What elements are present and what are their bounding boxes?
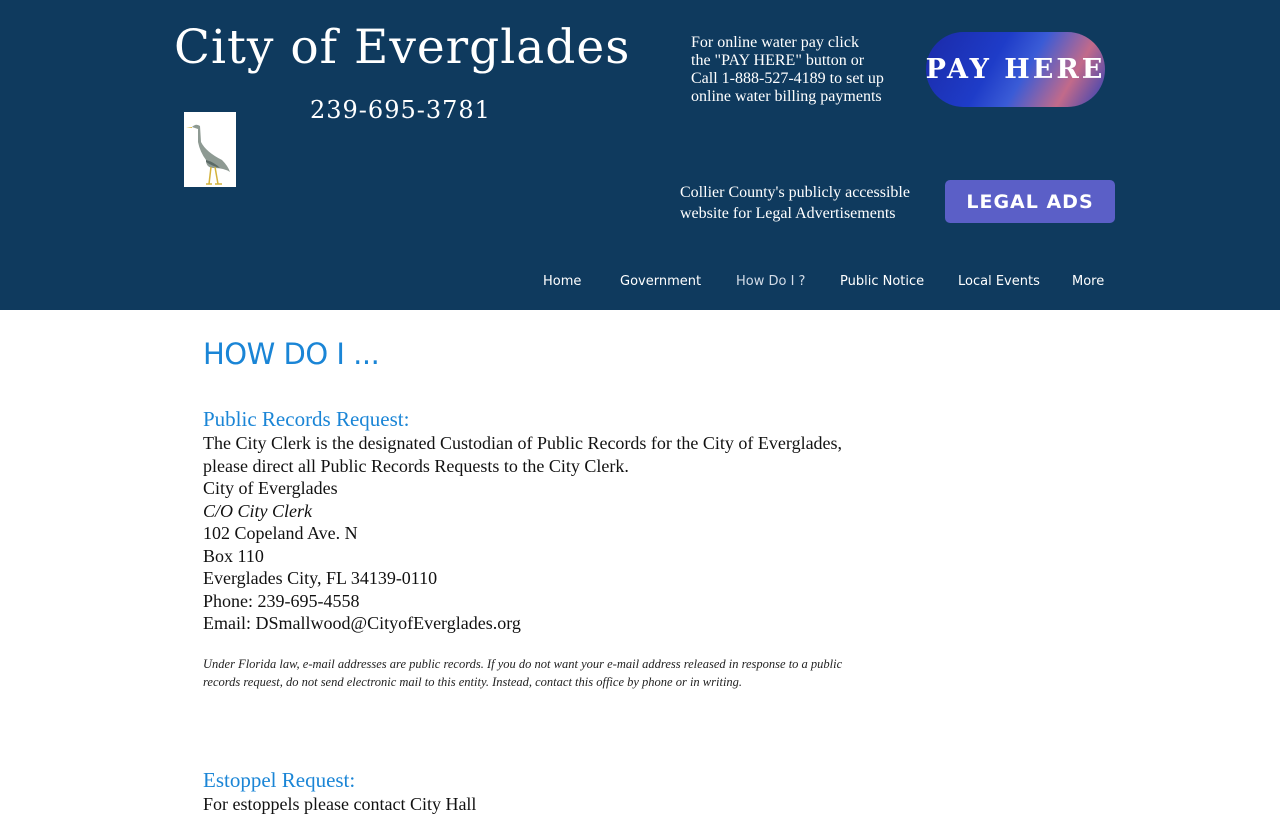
section-heading-estoppel: Estoppel Request: [203, 767, 943, 793]
water-pay-note-line: the "PAY HERE" button or [691, 52, 921, 70]
site-title[interactable]: City of Everglades [174, 18, 630, 78]
nav-item-government[interactable]: Government [620, 268, 701, 296]
water-pay-note-line: online water billing payments [691, 88, 921, 106]
water-pay-note [691, 34, 921, 106]
body-text-line: please direct all Public Records Requests to the City Clerk. [203, 455, 943, 478]
nav-item-public-notice[interactable]: Public Notice [840, 268, 924, 296]
body-text-line: The City Clerk is the designated Custodian of Public Records for the City of Everglades, [203, 432, 943, 455]
address-line: 102 Copeland Ave. N [203, 522, 943, 545]
city-phone: 239-695-3781 [310, 93, 491, 127]
nav-item-how-do-i[interactable]: How Do I ? [736, 268, 805, 296]
heron-logo-icon[interactable] [184, 112, 236, 187]
body-text-line: For estoppels please contact City Hall [203, 793, 943, 815]
address-line: Everglades City, FL 34139-0110 [203, 567, 943, 590]
water-pay-note-line: Call 1-888-527-4189 to set up [691, 70, 921, 88]
nav-item-local-events[interactable]: Local Events [958, 268, 1040, 296]
nav-item-home[interactable]: Home [543, 268, 581, 296]
pay-here-button[interactable]: PAY HERE [926, 32, 1105, 107]
section-heading-public-records: Public Records Request: [203, 406, 943, 432]
address-line: City of Everglades [203, 477, 943, 500]
legal-ads-note-line: Collier County's publicly accessible [680, 182, 942, 203]
clerk-email[interactable]: Email: DSmallwood@CityofEverglades.org [203, 612, 943, 635]
page-title: HOW DO I ... [203, 330, 943, 378]
legal-ads-button[interactable]: LEGAL ADS [945, 180, 1115, 223]
water-pay-note-line: For online water pay click [691, 34, 921, 52]
legal-ads-note-line: website for Legal Advertisements [680, 203, 942, 224]
main-content [203, 330, 943, 815]
email-disclaimer-line: records request, do not send electronic mail to this entity. Instead, contact this office by phone or in writing. [203, 673, 943, 691]
email-disclaimer-line: Under Florida law, e-mail addresses are public records. If you do not want your e-mail address released in response to a public [203, 655, 943, 673]
address-line: Box 110 [203, 545, 943, 568]
legal-ads-note [680, 182, 942, 224]
address-line: C/O City Clerk [203, 500, 943, 523]
site-header [0, 0, 1280, 310]
email-disclaimer [203, 655, 943, 691]
clerk-phone: Phone: 239-695-4558 [203, 590, 943, 613]
nav-item-more[interactable]: More [1072, 268, 1104, 296]
